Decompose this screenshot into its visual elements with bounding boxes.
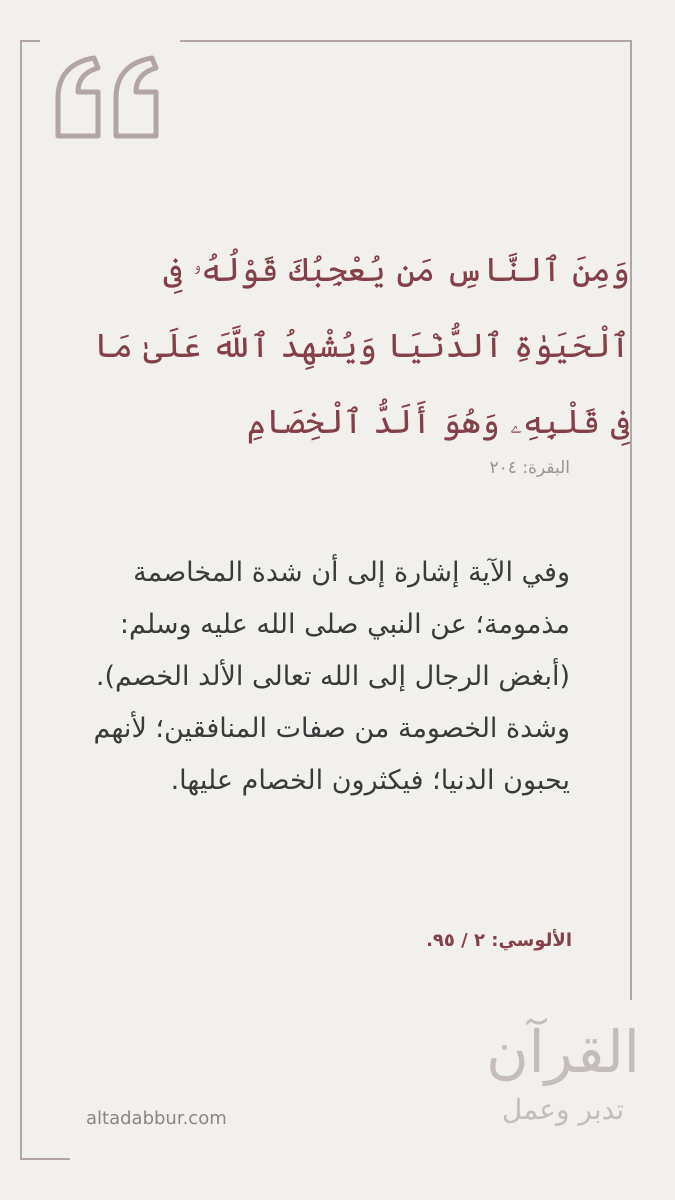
website-link[interactable]: altadabbur.com — [86, 1108, 227, 1129]
commentary-reference: الألوسي: ٢ / ٩٥. — [426, 930, 572, 951]
quran-verse: وَمِنَ ٱلنَّاسِ مَن يُعْجِبُكَ قَوْلُهُۥ فِى ٱلْحَيَوٰةِ ٱلدُّنْيَا وَيُشْهِدُ ٱللَّهَ عَلَىٰ مَا فِى قَلْبِهِۦ وَهُوَ أَلَدُّ ٱلْخِصَامِ — [94, 250, 630, 441]
quran-logo — [478, 1012, 648, 1162]
double-quote-icon — [50, 52, 170, 144]
tafsir-commentary: وفي الآية إشارة إلى أن شدة المخاصمة مذمومة؛ عن النبي صلى الله عليه وسلم: (أبغض الرجال إلى الله تعالى الألد الخصم). وشدة الخصومة من صفات المنافقين؛ لأنهم يحبون الدنيا؛ فيكثرون الخصام عليها. — [93, 557, 570, 796]
logo-main-text: القرآن — [486, 1018, 640, 1086]
logo-sub-text: تدبر وعمل — [501, 1093, 625, 1126]
verse-reference: البقرة: ٢٠٤ — [489, 458, 570, 478]
